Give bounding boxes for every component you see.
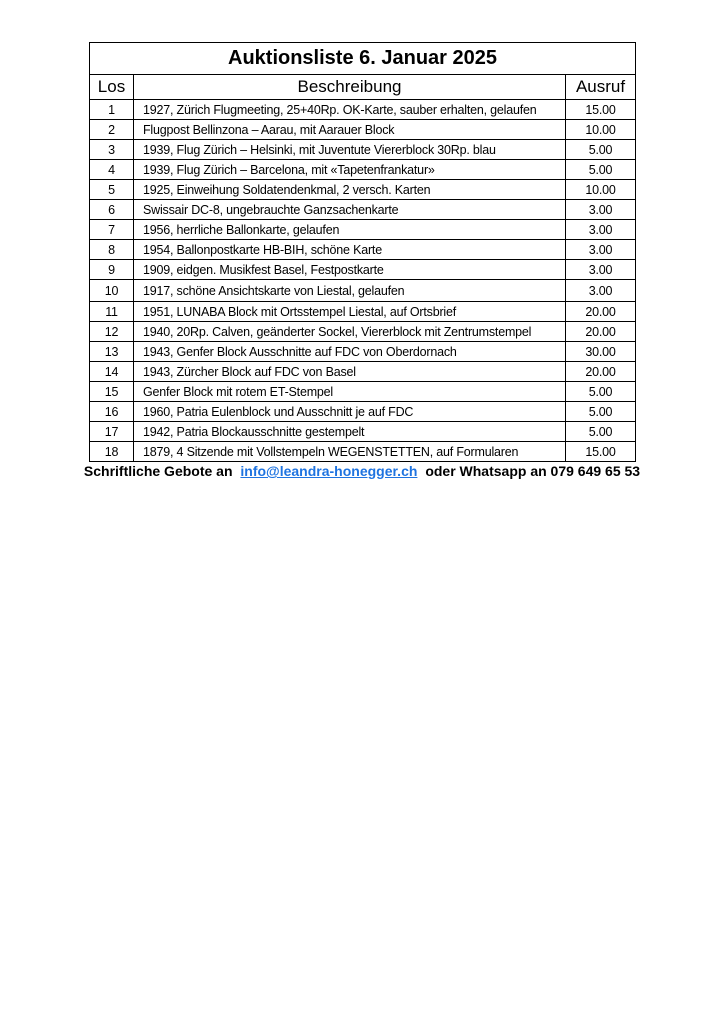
auction-table [89, 42, 636, 462]
lot-starting-price: 5.00 [566, 160, 636, 180]
page-title: Auktionsliste 6. Januar 2025 [90, 43, 636, 75]
lot-number: 12 [90, 322, 134, 342]
footer-note [0, 463, 724, 479]
table-row [90, 200, 636, 220]
table-row [90, 220, 636, 240]
lot-starting-price: 3.00 [566, 280, 636, 302]
lot-description: 1927, Zürich Flugmeeting, 25+40Rp. OK-Karte, sauber erhalten, gelaufen [134, 100, 566, 120]
table-row [90, 402, 636, 422]
lot-description: 1939, Flug Zürich – Barcelona, mit «Tapetenfrankatur» [134, 160, 566, 180]
table-row [90, 140, 636, 160]
lot-number: 13 [90, 342, 134, 362]
table-row [90, 422, 636, 442]
lot-number: 17 [90, 422, 134, 442]
table-row [90, 362, 636, 382]
lot-description: Swissair DC-8, ungebrauchte Ganzsachenkarte [134, 200, 566, 220]
lot-description: 1960, Patria Eulenblock und Ausschnitt je auf FDC [134, 402, 566, 422]
lot-description: 1940, 20Rp. Calven, geänderter Sockel, Viererblock mit Zentrumstempel [134, 322, 566, 342]
lot-starting-price: 3.00 [566, 200, 636, 220]
lot-starting-price: 3.00 [566, 220, 636, 240]
footer-prefix: Schriftliche Gebote an [83, 463, 233, 479]
table-row [90, 120, 636, 140]
col-header-ausruf: Ausruf [566, 75, 636, 100]
lot-starting-price: 30.00 [566, 342, 636, 362]
lot-description: 1943, Genfer Block Ausschnitte auf FDC von Oberdornach [134, 342, 566, 362]
lot-description: 1879, 4 Sitzende mit Vollstempeln WEGENSTETTEN, auf Formularen [134, 442, 566, 462]
table-row [90, 260, 636, 280]
lot-number: 11 [90, 302, 134, 322]
lot-starting-price: 5.00 [566, 422, 636, 442]
table-row [90, 322, 636, 342]
lot-description: 1954, Ballonpostkarte HB-BIH, schöne Karte [134, 240, 566, 260]
lot-description: Flugpost Bellinzona – Aarau, mit Aarauer Block [134, 120, 566, 140]
table-row [90, 160, 636, 180]
table-row [90, 382, 636, 402]
lot-description: 1942, Patria Blockausschnitte gestempelt [134, 422, 566, 442]
lot-starting-price: 3.00 [566, 240, 636, 260]
lot-number: 10 [90, 280, 134, 302]
header-row [90, 75, 636, 100]
email-link[interactable]: info@leandra-honegger.ch [240, 463, 418, 479]
lot-description: 1956, herrliche Ballonkarte, gelaufen [134, 220, 566, 240]
table-row [90, 180, 636, 200]
col-header-los: Los [90, 75, 134, 100]
table-row [90, 280, 636, 302]
table-row [90, 442, 636, 462]
lot-starting-price: 20.00 [566, 362, 636, 382]
table-row [90, 240, 636, 260]
footer-suffix: oder Whatsapp an 079 649 65 53 [425, 463, 641, 479]
lot-description: 1951, LUNABA Block mit Ortsstempel Liestal, auf Ortsbrief [134, 302, 566, 322]
lot-description: 1939, Flug Zürich – Helsinki, mit Juventute Viererblock 30Rp. blau [134, 140, 566, 160]
lot-starting-price: 10.00 [566, 120, 636, 140]
lot-starting-price: 15.00 [566, 100, 636, 120]
lot-starting-price: 5.00 [566, 140, 636, 160]
lot-number: 3 [90, 140, 134, 160]
lot-starting-price: 5.00 [566, 402, 636, 422]
lot-number: 2 [90, 120, 134, 140]
col-header-beschreibung: Beschreibung [134, 75, 566, 100]
lot-description: 1943, Zürcher Block auf FDC von Basel [134, 362, 566, 382]
table-row [90, 342, 636, 362]
table-row [90, 302, 636, 322]
lot-description: 1909, eidgen. Musikfest Basel, Festpostkarte [134, 260, 566, 280]
lot-description: 1925, Einweihung Soldatendenkmal, 2 versch. Karten [134, 180, 566, 200]
lot-starting-price: 10.00 [566, 180, 636, 200]
lot-number: 15 [90, 382, 134, 402]
lot-number: 16 [90, 402, 134, 422]
lot-starting-price: 3.00 [566, 260, 636, 280]
lot-number: 9 [90, 260, 134, 280]
lot-starting-price: 20.00 [566, 322, 636, 342]
lot-number: 18 [90, 442, 134, 462]
lot-starting-price: 20.00 [566, 302, 636, 322]
lot-number: 5 [90, 180, 134, 200]
table-row [90, 100, 636, 120]
lot-number: 14 [90, 362, 134, 382]
lot-number: 4 [90, 160, 134, 180]
auction-table-body [90, 100, 636, 462]
lot-description: 1917, schöne Ansichtskarte von Liestal, gelaufen [134, 280, 566, 302]
title-row [90, 43, 636, 75]
lot-number: 7 [90, 220, 134, 240]
lot-starting-price: 15.00 [566, 442, 636, 462]
lot-description: Genfer Block mit rotem ET-Stempel [134, 382, 566, 402]
lot-number: 1 [90, 100, 134, 120]
lot-starting-price: 5.00 [566, 382, 636, 402]
lot-number: 6 [90, 200, 134, 220]
lot-number: 8 [90, 240, 134, 260]
